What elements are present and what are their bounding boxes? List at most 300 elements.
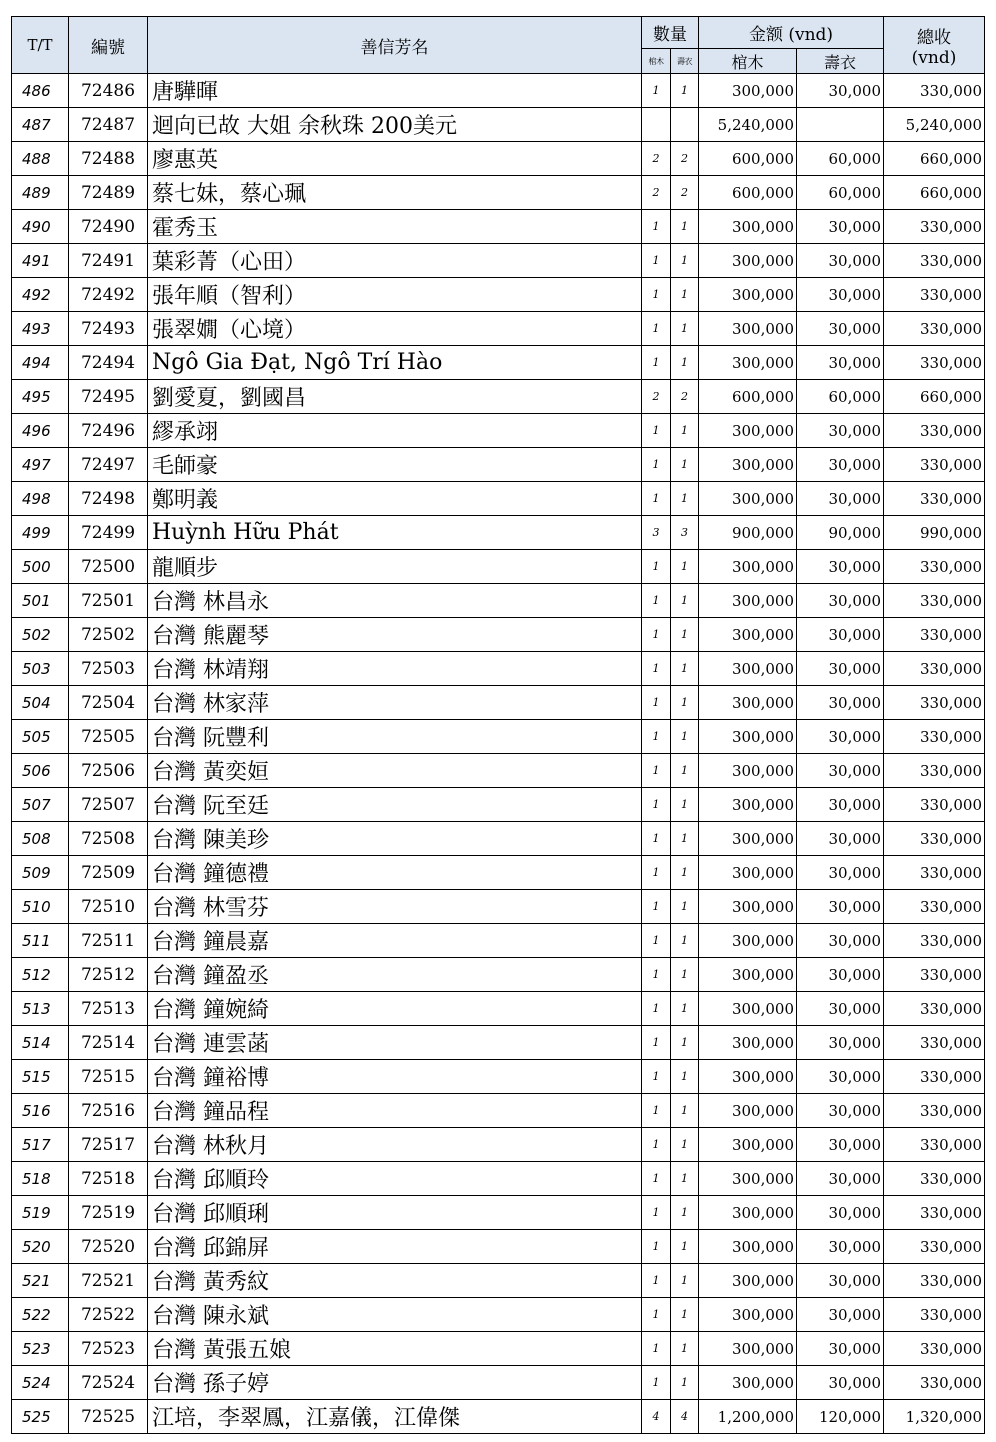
- quantity-shroud: 1: [671, 924, 699, 958]
- amount-coffin: 300,000: [699, 1264, 797, 1298]
- donor-code: 72516: [69, 1094, 148, 1128]
- row-number: 495: [12, 380, 69, 414]
- donor-code: 72509: [69, 856, 148, 890]
- donor-name: 台灣 邱順琍: [148, 1196, 642, 1230]
- donor-name: 蔡七妹，蔡心珮: [148, 176, 642, 210]
- quantity-shroud: 1: [671, 482, 699, 516]
- quantity-shroud: 1: [671, 244, 699, 278]
- total-amount: 330,000: [884, 856, 985, 890]
- row-number: 502: [12, 618, 69, 652]
- row-number: 486: [12, 74, 69, 108]
- amount-coffin: 300,000: [699, 1128, 797, 1162]
- table-row: [12, 414, 985, 448]
- amount-shroud: 30,000: [797, 448, 884, 482]
- amount-shroud: 30,000: [797, 720, 884, 754]
- donor-code: 72490: [69, 210, 148, 244]
- total-amount: 330,000: [884, 754, 985, 788]
- quantity-coffin: 1: [642, 1366, 671, 1400]
- donor-code: 72512: [69, 958, 148, 992]
- quantity-shroud: 1: [671, 1332, 699, 1366]
- donor-code: 72524: [69, 1366, 148, 1400]
- table-row: [12, 74, 985, 108]
- amount-coffin: 300,000: [699, 1366, 797, 1400]
- total-amount: 330,000: [884, 992, 985, 1026]
- quantity-shroud: 1: [671, 1298, 699, 1332]
- row-number: 513: [12, 992, 69, 1026]
- donor-name: 台灣 黃奕姮: [148, 754, 642, 788]
- table-row: [12, 380, 985, 414]
- table-row: [12, 108, 985, 142]
- donor-name: 唐驊暉: [148, 74, 642, 108]
- amount-coffin: 300,000: [699, 74, 797, 108]
- amount-coffin: 300,000: [699, 346, 797, 380]
- total-amount: 330,000: [884, 1196, 985, 1230]
- donor-name: 台灣 黃秀紋: [148, 1264, 642, 1298]
- total-amount: 330,000: [884, 1366, 985, 1400]
- donor-code: 72501: [69, 584, 148, 618]
- donor-code: 72506: [69, 754, 148, 788]
- total-amount: 660,000: [884, 380, 985, 414]
- amount-shroud: 90,000: [797, 516, 884, 550]
- total-amount: 330,000: [884, 482, 985, 516]
- donor-code: 72520: [69, 1230, 148, 1264]
- amount-coffin: 1,200,000: [699, 1400, 797, 1434]
- quantity-coffin: 2: [642, 142, 671, 176]
- quantity-shroud: 1: [671, 890, 699, 924]
- total-amount: 330,000: [884, 924, 985, 958]
- donor-code: 72499: [69, 516, 148, 550]
- table-row: [12, 992, 985, 1026]
- total-amount: 330,000: [884, 788, 985, 822]
- row-number: 505: [12, 720, 69, 754]
- quantity-shroud: 1: [671, 1162, 699, 1196]
- table-row: [12, 1196, 985, 1230]
- amount-coffin: 900,000: [699, 516, 797, 550]
- donor-code: 72523: [69, 1332, 148, 1366]
- quantity-coffin: 1: [642, 1128, 671, 1162]
- total-amount: 330,000: [884, 686, 985, 720]
- table-row: [12, 856, 985, 890]
- donor-name: 台灣 連雲菡: [148, 1026, 642, 1060]
- row-number: 498: [12, 482, 69, 516]
- row-number: 500: [12, 550, 69, 584]
- header-total-label: 總收: [917, 27, 952, 48]
- donor-code: 72505: [69, 720, 148, 754]
- row-number: 523: [12, 1332, 69, 1366]
- header-qty-coffin: 棺木: [642, 49, 671, 74]
- donor-code: 72500: [69, 550, 148, 584]
- donor-code: 72510: [69, 890, 148, 924]
- quantity-coffin: 1: [642, 1196, 671, 1230]
- amount-coffin: 300,000: [699, 414, 797, 448]
- amount-coffin: 300,000: [699, 958, 797, 992]
- amount-coffin: 300,000: [699, 1162, 797, 1196]
- row-number: 496: [12, 414, 69, 448]
- amount-shroud: 30,000: [797, 244, 884, 278]
- amount-shroud: 30,000: [797, 550, 884, 584]
- row-number: 522: [12, 1298, 69, 1332]
- quantity-shroud: 1: [671, 312, 699, 346]
- table-row: [12, 1400, 985, 1434]
- quantity-shroud: 1: [671, 1264, 699, 1298]
- donor-name: 毛師豪: [148, 448, 642, 482]
- quantity-coffin: 1: [642, 720, 671, 754]
- header-qty-shroud: 壽衣: [671, 49, 699, 74]
- row-number: 499: [12, 516, 69, 550]
- table-row: [12, 1094, 985, 1128]
- donor-name: 台灣 阮豐利: [148, 720, 642, 754]
- quantity-shroud: 1: [671, 1128, 699, 1162]
- amount-coffin: 300,000: [699, 312, 797, 346]
- table-row: [12, 686, 985, 720]
- row-number: 517: [12, 1128, 69, 1162]
- header-amount-coffin: 棺木: [699, 49, 797, 74]
- total-amount: 330,000: [884, 822, 985, 856]
- amount-coffin: 300,000: [699, 584, 797, 618]
- amount-shroud: 30,000: [797, 346, 884, 380]
- quantity-coffin: 1: [642, 958, 671, 992]
- quantity-shroud: [671, 108, 699, 142]
- table-row: [12, 1230, 985, 1264]
- header-amount-shroud: 壽衣: [797, 49, 884, 74]
- quantity-coffin: 1: [642, 1026, 671, 1060]
- amount-shroud: 30,000: [797, 890, 884, 924]
- donor-code: 72502: [69, 618, 148, 652]
- amount-coffin: 300,000: [699, 1298, 797, 1332]
- header-total-unit: (vnd): [911, 47, 957, 68]
- quantity-shroud: 1: [671, 856, 699, 890]
- amount-coffin: 300,000: [699, 210, 797, 244]
- row-number: 494: [12, 346, 69, 380]
- quantity-coffin: 1: [642, 1230, 671, 1264]
- table-body: [12, 74, 985, 1434]
- donor-code: 72491: [69, 244, 148, 278]
- quantity-shroud: 1: [671, 652, 699, 686]
- quantity-coffin: 1: [642, 652, 671, 686]
- quantity-coffin: 1: [642, 1332, 671, 1366]
- donor-code: 72498: [69, 482, 148, 516]
- quantity-shroud: 2: [671, 142, 699, 176]
- total-amount: 330,000: [884, 720, 985, 754]
- table-row: [12, 550, 985, 584]
- table-row: [12, 1298, 985, 1332]
- amount-coffin: 300,000: [699, 890, 797, 924]
- donor-name: 台灣 林昌永: [148, 584, 642, 618]
- table-row: [12, 652, 985, 686]
- amount-coffin: 300,000: [699, 448, 797, 482]
- total-amount: 330,000: [884, 1060, 985, 1094]
- quantity-shroud: 4: [671, 1400, 699, 1434]
- amount-coffin: 300,000: [699, 992, 797, 1026]
- donor-code: 72514: [69, 1026, 148, 1060]
- donor-code: 72518: [69, 1162, 148, 1196]
- row-number: 487: [12, 108, 69, 142]
- donor-code: 72488: [69, 142, 148, 176]
- donor-code: 72494: [69, 346, 148, 380]
- donor-name: 台灣 林秋月: [148, 1128, 642, 1162]
- donor-name: 台灣 鐘品程: [148, 1094, 642, 1128]
- quantity-coffin: 4: [642, 1400, 671, 1434]
- quantity-shroud: 1: [671, 1196, 699, 1230]
- table-row: [12, 584, 985, 618]
- donor-name: 台灣 鐘婉綺: [148, 992, 642, 1026]
- total-amount: 330,000: [884, 1128, 985, 1162]
- donor-code: 72515: [69, 1060, 148, 1094]
- quantity-shroud: 1: [671, 822, 699, 856]
- table-row: [12, 516, 985, 550]
- quantity-coffin: 1: [642, 414, 671, 448]
- amount-coffin: 600,000: [699, 176, 797, 210]
- total-amount: 330,000: [884, 74, 985, 108]
- donor-name: 台灣 鐘裕博: [148, 1060, 642, 1094]
- quantity-coffin: 1: [642, 74, 671, 108]
- donor-name: 廖惠英: [148, 142, 642, 176]
- quantity-coffin: 1: [642, 550, 671, 584]
- donor-name: 台灣 陳永斌: [148, 1298, 642, 1332]
- amount-shroud: 30,000: [797, 1196, 884, 1230]
- donor-name: 台灣 林家萍: [148, 686, 642, 720]
- header-code: 編號: [69, 17, 148, 74]
- amount-shroud: 30,000: [797, 1026, 884, 1060]
- amount-coffin: 300,000: [699, 244, 797, 278]
- donor-code: 72492: [69, 278, 148, 312]
- quantity-shroud: 1: [671, 958, 699, 992]
- row-number: 506: [12, 754, 69, 788]
- donor-code: 72493: [69, 312, 148, 346]
- amount-coffin: 600,000: [699, 380, 797, 414]
- donor-name: 台灣 熊麗琴: [148, 618, 642, 652]
- donor-name: 葉彩菁（心田）: [148, 244, 642, 278]
- amount-shroud: 30,000: [797, 210, 884, 244]
- donor-name: 台灣 鐘晨嘉: [148, 924, 642, 958]
- amount-shroud: 30,000: [797, 822, 884, 856]
- table-row: [12, 176, 985, 210]
- table-row: [12, 312, 985, 346]
- amount-coffin: 300,000: [699, 686, 797, 720]
- amount-coffin: 300,000: [699, 652, 797, 686]
- quantity-shroud: 2: [671, 176, 699, 210]
- header-row: [12, 17, 985, 49]
- amount-shroud: 30,000: [797, 312, 884, 346]
- table-row: [12, 278, 985, 312]
- donor-name: 台灣 邱順玲: [148, 1162, 642, 1196]
- quantity-shroud: 2: [671, 380, 699, 414]
- table-row: [12, 1060, 985, 1094]
- amount-shroud: 30,000: [797, 1298, 884, 1332]
- donor-name: Ngô Gia Đạt, Ngô Trí Hào: [148, 346, 642, 380]
- amount-coffin: 5,240,000: [699, 108, 797, 142]
- amount-shroud: 60,000: [797, 380, 884, 414]
- row-number: 510: [12, 890, 69, 924]
- quantity-coffin: 1: [642, 448, 671, 482]
- row-number: 521: [12, 1264, 69, 1298]
- total-amount: 660,000: [884, 176, 985, 210]
- table-row: [12, 924, 985, 958]
- amount-shroud: 30,000: [797, 924, 884, 958]
- quantity-shroud: 1: [671, 346, 699, 380]
- table-row: [12, 346, 985, 380]
- quantity-shroud: 1: [671, 278, 699, 312]
- donor-name: 台灣 孫子婷: [148, 1366, 642, 1400]
- total-amount: 330,000: [884, 550, 985, 584]
- row-number: 503: [12, 652, 69, 686]
- table-row: [12, 1332, 985, 1366]
- amount-shroud: 30,000: [797, 1094, 884, 1128]
- amount-shroud: 30,000: [797, 1162, 884, 1196]
- header-name: 善信芳名: [148, 17, 642, 74]
- row-number: 492: [12, 278, 69, 312]
- quantity-coffin: 1: [642, 1162, 671, 1196]
- total-amount: 330,000: [884, 414, 985, 448]
- amount-coffin: 300,000: [699, 720, 797, 754]
- amount-shroud: 30,000: [797, 992, 884, 1026]
- row-number: 518: [12, 1162, 69, 1196]
- amount-shroud: 30,000: [797, 278, 884, 312]
- donor-code: 72503: [69, 652, 148, 686]
- quantity-coffin: 1: [642, 1298, 671, 1332]
- row-number: 508: [12, 822, 69, 856]
- quantity-coffin: 1: [642, 210, 671, 244]
- quantity-shroud: 1: [671, 788, 699, 822]
- amount-coffin: 300,000: [699, 1094, 797, 1128]
- quantity-shroud: 1: [671, 1060, 699, 1094]
- total-amount: 330,000: [884, 1332, 985, 1366]
- quantity-shroud: 1: [671, 584, 699, 618]
- row-number: 520: [12, 1230, 69, 1264]
- donor-code: 72495: [69, 380, 148, 414]
- row-number: 507: [12, 788, 69, 822]
- total-amount: 330,000: [884, 244, 985, 278]
- total-amount: 330,000: [884, 1094, 985, 1128]
- table-row: [12, 448, 985, 482]
- donor-code: 72519: [69, 1196, 148, 1230]
- donor-name: 台灣 林雪芬: [148, 890, 642, 924]
- amount-shroud: 30,000: [797, 1060, 884, 1094]
- row-number: 511: [12, 924, 69, 958]
- row-number: 491: [12, 244, 69, 278]
- amount-coffin: 300,000: [699, 278, 797, 312]
- row-number: 525: [12, 1400, 69, 1434]
- donor-code: 72489: [69, 176, 148, 210]
- donor-name: 霍秀玉: [148, 210, 642, 244]
- donor-name: 劉愛夏，劉國昌: [148, 380, 642, 414]
- row-number: 509: [12, 856, 69, 890]
- quantity-coffin: 1: [642, 278, 671, 312]
- total-amount: 990,000: [884, 516, 985, 550]
- amount-coffin: 300,000: [699, 1230, 797, 1264]
- donor-code: 72522: [69, 1298, 148, 1332]
- amount-shroud: 30,000: [797, 1332, 884, 1366]
- donor-name: 迴向已故 大姐 余秋珠 200美元: [148, 108, 642, 142]
- amount-coffin: 300,000: [699, 754, 797, 788]
- table-row: [12, 618, 985, 652]
- header-quantity: 數量: [642, 17, 699, 49]
- quantity-coffin: 1: [642, 1094, 671, 1128]
- quantity-coffin: 3: [642, 516, 671, 550]
- amount-shroud: 30,000: [797, 1128, 884, 1162]
- table-row: [12, 244, 985, 278]
- header-total: [884, 17, 985, 74]
- amount-coffin: 300,000: [699, 618, 797, 652]
- row-number: 524: [12, 1366, 69, 1400]
- total-amount: 330,000: [884, 448, 985, 482]
- total-amount: 330,000: [884, 1026, 985, 1060]
- amount-coffin: 300,000: [699, 822, 797, 856]
- quantity-shroud: 1: [671, 720, 699, 754]
- donor-name: 龍順步: [148, 550, 642, 584]
- amount-coffin: 300,000: [699, 550, 797, 584]
- amount-shroud: 30,000: [797, 788, 884, 822]
- total-amount: 330,000: [884, 312, 985, 346]
- amount-shroud: 60,000: [797, 176, 884, 210]
- row-number: 488: [12, 142, 69, 176]
- quantity-shroud: 1: [671, 1230, 699, 1264]
- total-amount: 660,000: [884, 142, 985, 176]
- total-amount: 330,000: [884, 652, 985, 686]
- quantity-shroud: 1: [671, 1026, 699, 1060]
- quantity-coffin: 1: [642, 244, 671, 278]
- total-amount: 330,000: [884, 584, 985, 618]
- quantity-shroud: 1: [671, 210, 699, 244]
- quantity-shroud: 1: [671, 448, 699, 482]
- quantity-shroud: 1: [671, 992, 699, 1026]
- header-amount: 金额 (vnd): [699, 17, 884, 49]
- table-row: [12, 1366, 985, 1400]
- row-number: 514: [12, 1026, 69, 1060]
- amount-shroud: 30,000: [797, 1230, 884, 1264]
- total-amount: 330,000: [884, 346, 985, 380]
- total-amount: 330,000: [884, 618, 985, 652]
- quantity-coffin: 1: [642, 788, 671, 822]
- amount-shroud: 60,000: [797, 142, 884, 176]
- donor-name: 江培，李翠鳳，江嘉儀，江偉傑: [148, 1400, 642, 1434]
- quantity-coffin: 2: [642, 380, 671, 414]
- table-row: [12, 1162, 985, 1196]
- donor-code: 72486: [69, 74, 148, 108]
- donor-name: 繆承翊: [148, 414, 642, 448]
- amount-shroud: 30,000: [797, 482, 884, 516]
- quantity-shroud: 1: [671, 1094, 699, 1128]
- donor-code: 72497: [69, 448, 148, 482]
- table-row: [12, 482, 985, 516]
- donor-name: 台灣 黃張五娘: [148, 1332, 642, 1366]
- donor-code: 72504: [69, 686, 148, 720]
- row-number: 493: [12, 312, 69, 346]
- donor-name: 台灣 鐘盈丞: [148, 958, 642, 992]
- quantity-shroud: 1: [671, 686, 699, 720]
- row-number: 501: [12, 584, 69, 618]
- donor-code: 72507: [69, 788, 148, 822]
- amount-shroud: 30,000: [797, 618, 884, 652]
- table-row: [12, 788, 985, 822]
- amount-shroud: 30,000: [797, 686, 884, 720]
- total-amount: 330,000: [884, 958, 985, 992]
- amount-coffin: 300,000: [699, 482, 797, 516]
- table-row: [12, 890, 985, 924]
- quantity-coffin: 1: [642, 992, 671, 1026]
- quantity-coffin: 1: [642, 754, 671, 788]
- donor-code: 72525: [69, 1400, 148, 1434]
- total-amount: 5,240,000: [884, 108, 985, 142]
- quantity-coffin: 1: [642, 346, 671, 380]
- amount-coffin: 300,000: [699, 788, 797, 822]
- quantity-coffin: 1: [642, 856, 671, 890]
- amount-shroud: 30,000: [797, 1264, 884, 1298]
- quantity-shroud: 3: [671, 516, 699, 550]
- quantity-coffin: 1: [642, 1060, 671, 1094]
- donor-code: 72513: [69, 992, 148, 1026]
- amount-coffin: 600,000: [699, 142, 797, 176]
